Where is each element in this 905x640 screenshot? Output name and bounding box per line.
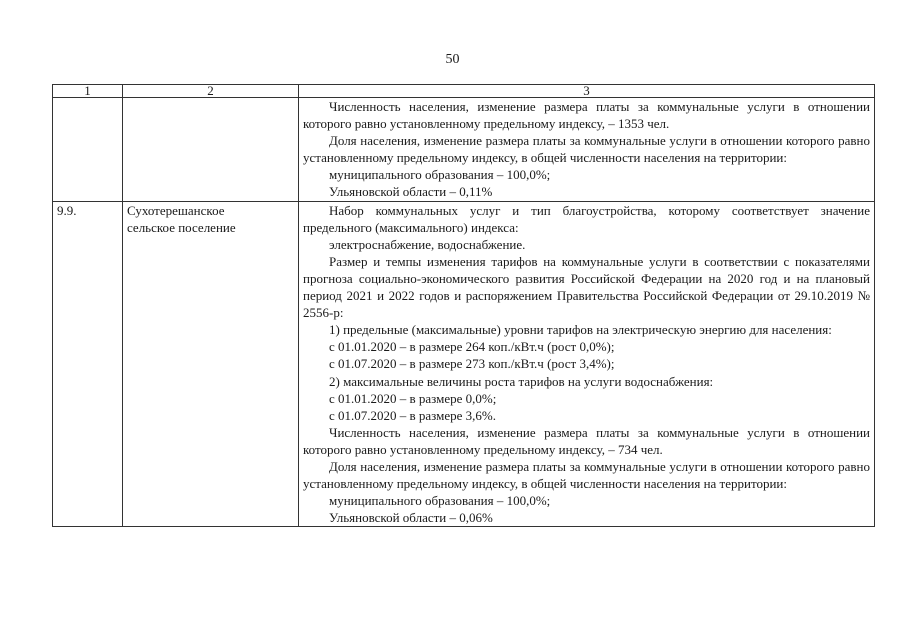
row-number-cell — [53, 98, 123, 202]
list-line: с 01.07.2020 – в размере 3,6%. — [329, 407, 496, 423]
table-row-9-9 — [53, 201, 875, 527]
list-line: 2) максимальные величины роста тарифов на услуги водоснабжения: — [329, 373, 714, 389]
tariff-table — [52, 84, 875, 527]
list-line: с 01.01.2020 – в размере 264 коп./кВт.ч (рост 0,0%); — [329, 339, 615, 355]
list-line: с 01.07.2020 – в размере 273 коп./кВт.ч (рост 3,4%); — [329, 356, 615, 372]
settlement-name-line: сельское поселение — [127, 219, 236, 235]
paragraph: Размер и темпы изменения тарифов на коммунальные услуги в соответствии с показателями прогноза социально-экономического развития Российской Федерации на 2020 год и на плановый период 2021 и 2022 годов и распоряжением Правительства Российской Федерации от 29.10.2019 № 2556-р: — [303, 253, 870, 321]
list-line: муниципального образования – 100,0%; — [329, 167, 551, 183]
paragraph: Численность населения, изменение размера платы за коммунальные услуги в отношении которого равно установленному предельному индексу, – 734 чел. — [303, 424, 870, 457]
row-number-cell: 9.9. — [53, 201, 123, 527]
description-cell — [299, 201, 875, 527]
table-header-row — [53, 85, 875, 98]
list-line: муниципального образования – 100,0%; — [329, 493, 551, 509]
list-line: Ульяновской области – 0,11% — [329, 184, 493, 200]
paragraph: 1) предельные (максимальные) уровни тарифов на электрическую энергию для населения: — [329, 322, 832, 338]
description-cell — [299, 98, 875, 202]
paragraph: Набор коммунальных услуг и тип благоустройства, которому соответствует значение предельного (максимального) индекса: — [303, 202, 870, 235]
column-header-3: 3 — [299, 85, 875, 98]
table-row-continuation — [53, 98, 875, 202]
column-header-1: 1 — [53, 85, 123, 98]
settlement-name-cell — [123, 98, 299, 202]
list-line: электроснабжение, водоснабжение. — [329, 236, 526, 252]
column-header-2: 2 — [123, 85, 299, 98]
paragraph: Доля населения, изменение размера платы за коммунальные услуги в отношении которого равно установленному предельному индексу, в общей численности населения на территории: — [303, 133, 870, 166]
paragraph: Доля населения, изменение размера платы за коммунальные услуги в отношении которого равно установленному предельному индексу, в общей численности населения на территории: — [303, 458, 870, 492]
settlement-name-cell — [123, 201, 299, 527]
paragraph: Численность населения, изменение размера платы за коммунальные услуги в отношении которого равно установленному предельному индексу, – 1353 чел. — [303, 99, 870, 132]
page-number: 50 — [445, 52, 460, 67]
list-line: Ульяновской области – 0,06% — [329, 510, 493, 526]
settlement-name-line: Сухотерешанское — [127, 202, 225, 218]
list-line: с 01.01.2020 – в размере 0,0%; — [329, 390, 497, 406]
